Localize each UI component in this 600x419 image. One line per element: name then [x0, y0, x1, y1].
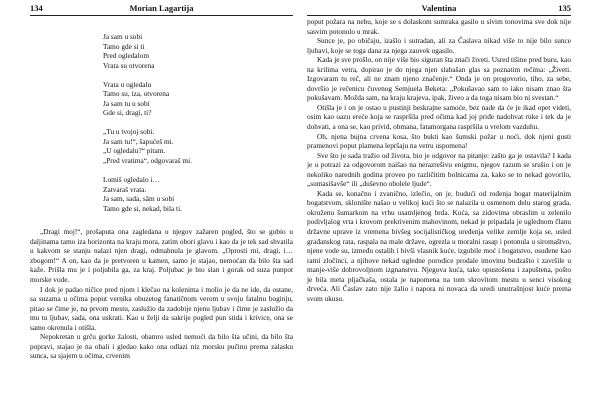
paragraph: Kada je sve prošlo, on nije više bio siguran šta znači živeti. Usred tišine pred buru, kao na krilima vetra, dopirao je do njega njen slabašan glas sa poznatim rečima: „Živeti. Izgovaram tu reč, ali ne znam njeno značenje.“ Onda je on progovorio, tiho, za sebe, dovršio je rečenicu čuvenog Semjuela Beketa: „Pokušavao sam to iako nisam znao šta pokušavam. Možda sam, na kraju krajeva, ipak, živeo a da toga nisam bio ni svestan.“	[307, 55, 571, 103]
poem-line: Ja sam u sobi	[103, 32, 143, 41]
right-page	[307, 0, 571, 419]
poem-line: Tamo su, iza, otvorena	[103, 89, 170, 99]
paragraph: Sve što je sada tražio od života, bio je odgovor na pitanje: zašto ga je ostavila? I kada je u potrazi za odgovorom naišao na nerazrešivu enigmu, njegov razum se srušio i on je nekoliko narednih godina proveo po različitim bolnicama za, kako se to nekad govorilo, „sumasišavše“ ili „duševno obolele ljude“.	[307, 150, 571, 189]
paragraph: Sunce je, po običaju, izašlo i sutradan, ali za Časlava nikad više to nije bilo sunce ljubavi, koje se toga dana za njega zauvek ugasilo.	[307, 36, 571, 55]
page-number: 134	[30, 3, 43, 13]
left-page-header	[30, 0, 293, 16]
poem-line: „Tu u tvojoj sobi.	[103, 127, 155, 137]
poem-line: „Pred vratima“, odgovaraš mi.	[103, 156, 192, 166]
poem-line: „U ogledalu?“ pitam.	[103, 146, 166, 156]
paragraph: poput požara na nebu, koje se s dolaskom sumraka gasilo u sivim tonovima sve dok nije sasvim potonulo u mrak.	[307, 17, 571, 36]
poem-line: Ja sam tu!“, šapućeš mi.	[103, 136, 174, 146]
poem-stanza	[103, 175, 293, 213]
right-prose	[307, 17, 571, 303]
poem-line: Vrata u ogledalu	[103, 79, 152, 89]
poem-line: Tamo gde si, nekad, bila ti.	[103, 203, 182, 213]
paragraph: I dok je padao ničice pred njom i klečao na kolenima i molio je da ne ide, da ostane, sa suzama u očima poput vernika obuzetog fanatičnom verom u svoju fatalnu boginju, pitao se čime je, na prvom mestu, zaslužio da zadobije njenu ljubav i čime je zaslužio da mu tu ljubav, sada, ona uskrati. Kao u želji da sakrije pogled pun stida i krivice, ona se samo okrenula i otišla.	[30, 284, 293, 332]
left-page	[30, 0, 293, 419]
poem-line: Tamo gde si ti	[103, 41, 145, 51]
poem-line: Zatvaraš vrata.	[103, 184, 147, 194]
paragraph: Kada se, konačno i zvanično, izlečio, on je, budući od rođenja bogat materijalnim bogatstvom, sklonište našao u velikoj kući što se nalazila u osmenom delu starog grada, okruženu šumarkom na vrhu usamljenog brda. Kuća, sa zidovima obraslim u zelenilo podivljalog vrta i krovom prekrivenim mahovinom, nekad je pripadala je uglednom članu državne uprave iz vremena bivšeg socijalističkog uređenja velike zemlje koja se, usled građanskog rata, raspala na male države, ogrezla u moralni rasap i potonula u siromaštvo, njene vode su, između ostalih i bivši vlasnik kuće, izgubile moć i bogatstvo, osuđene kao ratni zločinci, a njihove nekad ugledne porodice prodale imovinu budzašto i završile u manje-više dobrovoljnom izgnanstvu. Njegova kuća, tako opustošena i zapuštena, pošto je bila meta pljačkaša, ostala je napomena na tom skrovitom mestu u senci visokog drveća. Ali Časlav zato nije žalio i napora ni novaca da uredi unutrašnjost kuće prema svom ukusu.	[307, 188, 571, 303]
poem-stanza	[103, 127, 293, 165]
paragraph: Nepokretan u grču gorke žalosti, obamro usled nemoći da bilo šta učini, da bilo šta popravi, stajao je na obali i gledao kako ona odlazi niz morsku pučinu prema zalasku sunca, sa sjajem u očima, crvenim	[30, 332, 293, 361]
poem-line: Ja sam, sada, sâm u sobi	[103, 194, 175, 204]
poem-line: Lomiš ogledalo i…	[103, 175, 160, 185]
paragraph: Otišla je i on je ostao u pustinji beskrajne samoće, bez nade da će je ikad opet videti, osim kao oazu ereće koja se raspršila pred očima kad joj priđe nadohvat ruke i tek da je dohvati, a ona se, kao privid, obmana, fatamorgana raspršila u vrelom vazduhu.	[307, 102, 571, 132]
right-page-header	[307, 0, 571, 16]
poem-line: Gde si, dragi, ti?	[103, 108, 152, 118]
left-prose	[30, 227, 293, 361]
poem-line: Pred ogledalom	[103, 51, 150, 61]
paragraph: Oh, njena bujna crvena kosa, što bukti kao šumski požar u noći, dok njeni gusti pramenovi poput plamena lepršaju na vetru uspomena!	[307, 131, 571, 151]
poem-stanza	[103, 32, 293, 70]
page-number: 135	[558, 3, 571, 13]
running-head: Valentina	[421, 3, 457, 13]
poem	[30, 32, 293, 213]
poem-line: Ja sam tu u sobi	[103, 98, 150, 108]
paragraph: „Dragi moj!“, prošaputa ona zagledana u njegov zažaren pogled, što se gubio u daljinama tamo iza horizonta na kraju mora, zatim obori glavu i kao da je tek sad shvatila u kakvom se stanju nalazi njen dragi, odmahnula je glavom. „Oprosti mi, dragi, i… zbogom!“ A on, kao da je pretvoren u kamen, samo je stajao, nemoćan da bilo šta sad kaže. Prišla mu je i poljubila ga, za kraj. Poljubac je bio slan i gorak od suza punpot morske vode.	[30, 227, 293, 284]
poem-line: Vrata su otvorena	[103, 60, 155, 70]
poem-stanza	[103, 80, 293, 118]
running-head: Morian Lagartija	[129, 3, 194, 13]
